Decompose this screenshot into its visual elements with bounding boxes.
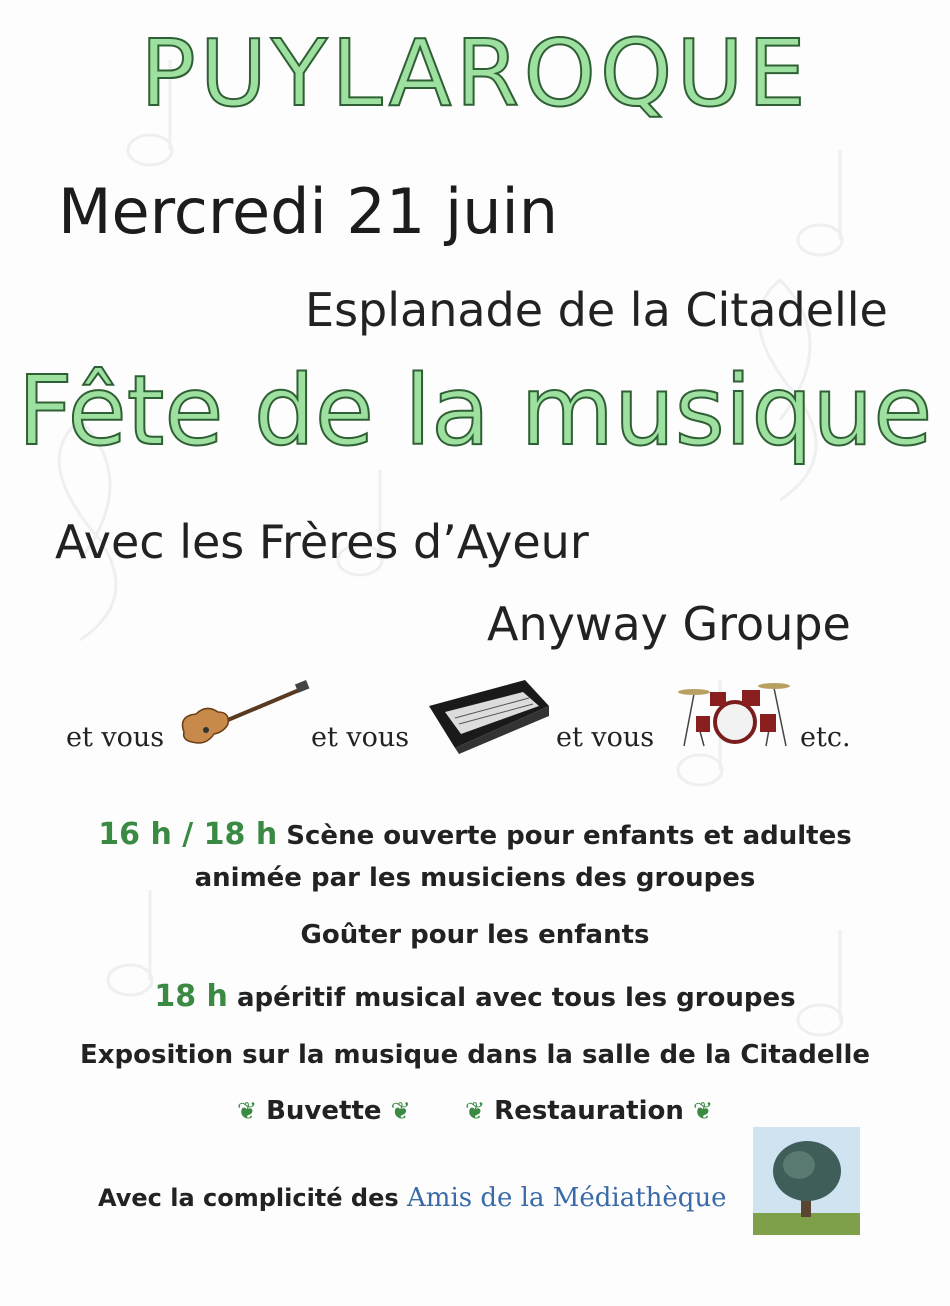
etc-label: etc.	[800, 722, 851, 753]
ornament-right-icon: ❦	[390, 1097, 411, 1125]
et-vous-2: et vous	[311, 722, 410, 753]
open-stage-line-2: animée par les musiciens des groupes	[194, 863, 756, 893]
town-title: PUYLAROQUE	[140, 20, 810, 127]
drums-icon	[674, 674, 796, 748]
bar-label: Buvette	[266, 1096, 382, 1126]
aperitif-time: 18 h	[154, 979, 228, 1014]
event-title: Fête de la musique	[17, 355, 933, 467]
performer-group: Anyway Groupe	[487, 597, 851, 651]
refreshments-line	[0, 1096, 950, 1126]
et-vous-3: et vous	[556, 722, 655, 753]
open-stage-time: 16 h / 18 h	[98, 817, 278, 852]
exhibition-line: Exposition sur la musique dans la salle de la Citadelle	[79, 1040, 871, 1070]
credit-name: Amis de la Médiathèque	[407, 1183, 727, 1213]
aperitif-line	[0, 979, 950, 1014]
ornament-right-icon: ❦	[692, 1097, 714, 1125]
open-stage-line	[0, 817, 950, 852]
snack-line: Goûter pour les enfants	[300, 920, 650, 950]
performer-line: Avec les Frères d’Ayeur	[55, 515, 589, 569]
guitar-icon	[176, 680, 311, 750]
ornament-left-icon: ❦	[236, 1097, 258, 1125]
tree-head-logo	[753, 1127, 860, 1235]
keyboard-icon	[425, 676, 551, 754]
food-label: Restauration	[494, 1096, 684, 1126]
event-place: Esplanade de la Citadelle	[305, 283, 888, 337]
aperitif-text: apéritif musical avec tous les groupes	[236, 983, 796, 1013]
ornament-left-icon: ❦	[465, 1097, 486, 1125]
open-stage-text: Scène ouverte pour enfants et adultes	[286, 821, 852, 851]
credit-line	[98, 1183, 727, 1213]
et-vous-1: et vous	[66, 722, 165, 753]
credit-prefix: Avec la complicité des	[98, 1184, 399, 1212]
event-date: Mercredi 21 juin	[58, 175, 559, 248]
